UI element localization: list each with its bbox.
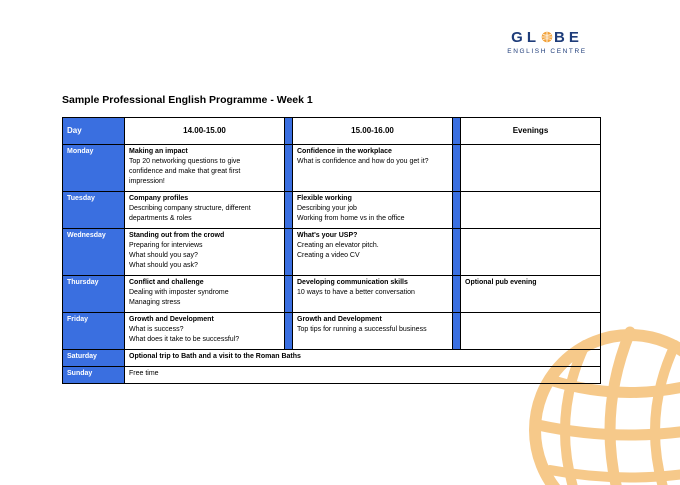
column-divider [285, 229, 293, 276]
day-label: Thursday [63, 276, 125, 313]
session-detail: Creating an elevator pitch. [297, 242, 379, 249]
session-title: Developing communication skills [297, 279, 408, 286]
session-detail: Dealing with imposter syndrome [129, 289, 229, 296]
session-detail: impression! [129, 178, 165, 185]
session-cell [293, 192, 453, 229]
weekend-activity-text: Optional trip to Bath and a visit to the Roman Baths [129, 353, 301, 360]
column-divider [453, 313, 461, 350]
logo-wordmark: GL BE [511, 29, 583, 46]
session-detail: confidence and make that great first [129, 168, 241, 175]
column-divider [285, 276, 293, 313]
session-cell [125, 229, 285, 276]
session-detail: Managing stress [129, 299, 181, 306]
column-divider [453, 276, 461, 313]
evening-cell [461, 276, 601, 313]
day-label: Friday [63, 313, 125, 350]
header-evenings: Evenings [461, 118, 601, 145]
session-detail: What should you say? [129, 252, 198, 259]
column-divider [453, 192, 461, 229]
evening-cell [461, 145, 601, 192]
day-label: Wednesday [63, 229, 125, 276]
globe-logo [492, 30, 602, 55]
session-detail: Top tips for running a successful business [297, 326, 427, 333]
logo-subtitle: ENGLISH CENTRE [507, 48, 587, 55]
session-title: Conflict and challenge [129, 279, 204, 286]
session-detail: Preparing for interviews [129, 242, 203, 249]
evening-cell [461, 313, 601, 350]
column-divider [453, 145, 461, 192]
session-detail: What should you ask? [129, 262, 198, 269]
weekend-activity [125, 350, 601, 367]
column-divider [285, 145, 293, 192]
session-detail: 10 ways to have a better conversation [297, 289, 415, 296]
session-cell [125, 145, 285, 192]
column-divider [285, 192, 293, 229]
session-detail: What is confidence and how do you get it? [297, 158, 429, 165]
session-title: What's your USP? [297, 232, 358, 239]
header-slot-2: 15.00-16.00 [293, 118, 453, 145]
session-cell [125, 192, 285, 229]
day-label: Saturday [63, 350, 125, 367]
session-detail: Creating a video CV [297, 252, 360, 259]
column-divider [285, 118, 293, 145]
evening-cell [461, 229, 601, 276]
session-cell [293, 145, 453, 192]
session-cell [293, 313, 453, 350]
column-divider [453, 118, 461, 145]
session-title: Flexible working [297, 195, 352, 202]
session-title: Growth and Development [129, 316, 214, 323]
column-divider [285, 313, 293, 350]
session-cell [125, 276, 285, 313]
session-title: Company profiles [129, 195, 189, 202]
day-label: Monday [63, 145, 125, 192]
session-detail: Describing your job [297, 205, 357, 212]
session-detail: What does it take to be successful? [129, 336, 240, 343]
day-label: Tuesday [63, 192, 125, 229]
table-row [63, 276, 601, 313]
day-label: Sunday [63, 367, 125, 384]
session-title: Making an impact [129, 148, 188, 155]
weekend-activity: Free time [125, 367, 601, 384]
session-detail: Describing company structure, different [129, 205, 251, 212]
globe-icon [541, 31, 553, 43]
header-slot-1: 14.00-15.00 [125, 118, 285, 145]
session-detail: Top 20 networking questions to give [129, 158, 241, 165]
table-row [63, 145, 601, 192]
table-row [63, 367, 601, 384]
header-day: Day [63, 118, 125, 145]
session-title: Growth and Development [297, 316, 382, 323]
session-cell [125, 313, 285, 350]
programme-table [62, 117, 601, 384]
evening-activity: Optional pub evening [465, 279, 537, 286]
page-title: Sample Professional English Programme - Week 1 [62, 94, 313, 106]
table-row [63, 313, 601, 350]
column-divider [453, 229, 461, 276]
evening-cell [461, 192, 601, 229]
session-cell [293, 229, 453, 276]
table-header-row [63, 118, 601, 145]
table-row [63, 229, 601, 276]
session-detail: Working from home vs in the office [297, 215, 405, 222]
session-cell [293, 276, 453, 313]
session-detail: departments & roles [129, 215, 192, 222]
table-row [63, 192, 601, 229]
table-row [63, 350, 601, 367]
session-detail: What is success? [129, 326, 184, 333]
session-title: Confidence in the workplace [297, 148, 392, 155]
session-title: Standing out from the crowd [129, 232, 225, 239]
